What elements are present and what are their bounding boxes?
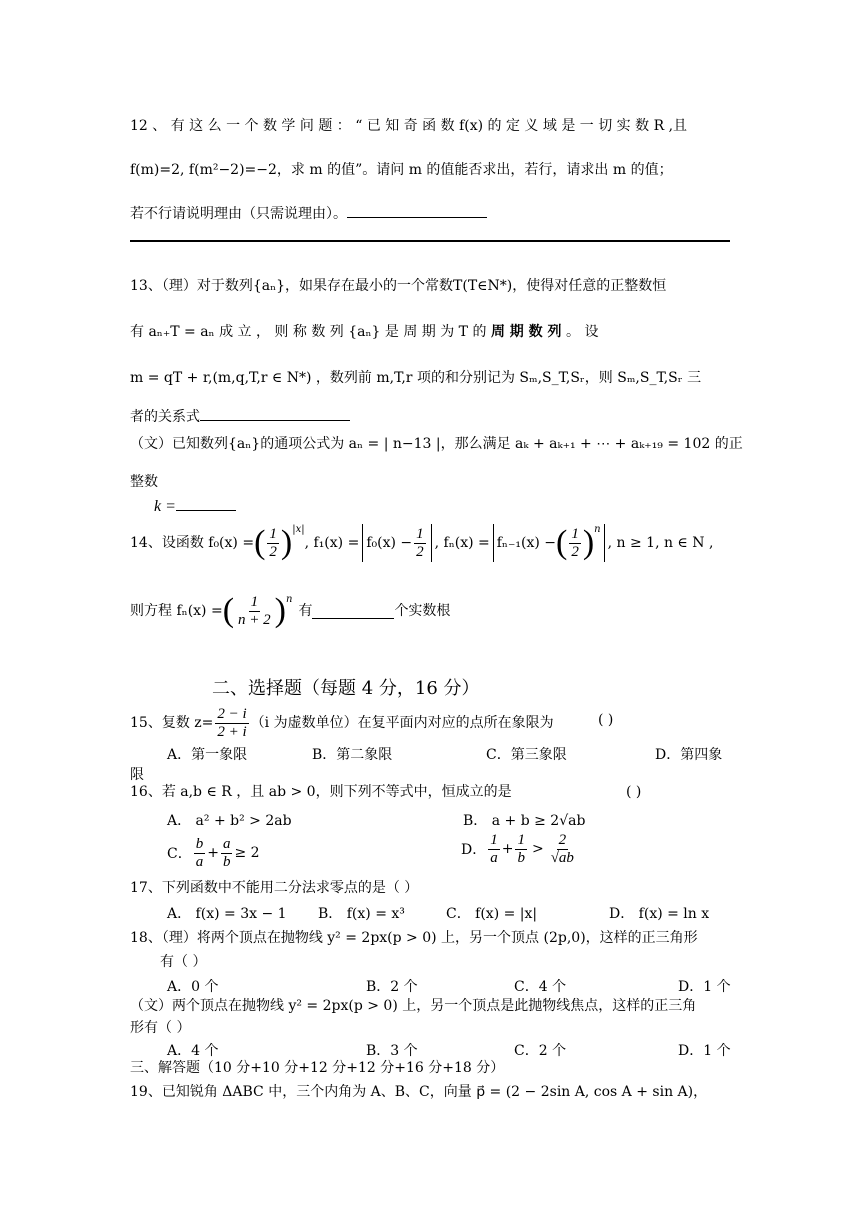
q15-option-d[interactable]: D．第四象 [655,747,723,763]
divider-rule [130,240,730,242]
q13-wen-line1: （文）已知数列{aₙ}的通项公式为 aₙ = | n−13 |，那么满足 aₖ + aₖ₊₁ + ⋯ + aₖ₊₁₉ = 102 的正 [130,436,743,452]
q12-line2: f(m)=2, f(m²−2)=−2，求 m 的值”。请问 m 的值能否求出，若行，请求出 m 的值； [130,162,673,178]
q18-wen-option-c[interactable]: C．2 个 [514,1043,567,1059]
q13-li-line1: 13、（理）对于数列{aₙ}，如果存在最小的一个常数T(T∈N*)，使得对任意的正整数恒 [130,278,667,294]
q12-line3: 若不行请说明理由（只需说理由）。 [130,203,487,223]
q13-wen-answer-blank[interactable] [176,496,236,511]
q18-li-option-c[interactable]: C．4 个 [514,979,567,995]
fraction-1-over-n-plus-2: $\frac{1}{n + 2}$ [238,594,271,628]
fraction-2-minus-i-over-2-plus-i: $\frac{2 - i}{2 + i}$ [217,706,247,740]
q17-stem: 17、下列函数中不能用二分法求零点的是（ ） [130,880,419,896]
q16-answer-paren[interactable]: ( ) [626,784,642,800]
q17-option-c[interactable]: C． f(x) = |x| [446,906,538,922]
q15-option-c[interactable]: C．第三象限 [486,747,567,763]
q15-answer-paren[interactable]: ( ) [598,712,614,728]
q18-li-line1: 18、（理）将两个顶点在抛物线 y² = 2px(p > 0) 上，另一个顶点 (2p,0)，这样的正三角形 [130,930,698,946]
q19-line1: 19、已知锐角 ΔABC 中，三个内角为 A、B、C，向量 p⃗ = (2 − 2sin A, cos A + sin A)， [130,1084,708,1100]
q13-wen-line2: 整数 [130,474,158,490]
q13-li-line4: 者的关系式 [130,406,350,426]
q16-option-b[interactable]: B． a + b ≥ 2√ab [463,813,586,829]
q18-li-option-a[interactable]: A．0 个 [167,979,219,995]
q15-stem: 15、复数 z= $\frac{2 - i}{2 + i}$ （i 为虚数单位）在复平面内对应的点所在象限为 [130,706,554,740]
q18-wen-line2: 形有（ ） [130,1020,191,1036]
section-title-choice: 二、选择题（每题 4 分，16 分） [212,678,480,699]
q18-wen-line1: （文）两个顶点在抛物线 y² = 2px(p > 0) 上，另一个顶点是此抛物线焦点，这样的正三角 [130,998,697,1014]
q12-line1: 12 、 有 这 么 一 个 数 学 问 题 ： “ 已 知 奇 函 数 f(x) 的 定 义 域 是 一 切 实 数 R ,且 [130,118,688,134]
q18-wen-option-b[interactable]: B．3 个 [366,1043,418,1059]
q18-wen-option-a[interactable]: A．4 个 [167,1043,219,1059]
q17-option-b[interactable]: B． f(x) = x³ [318,906,405,922]
q14-line1: 14、设函数 f₀(x) = ( $\frac{1}{2}$ ) $^{|x|}$ , f₁(x) = f₀(x) − $\frac{1}{2}$ , fₙ(x) = fₙ₋₁(x) − ( $\frac{1}{2}$ ) $^n$ , n ≥ 1, n ∈ N , [130,524,714,561]
q16-option-c[interactable]: C． $\frac{b}{a}$ + $\frac{a}{b}$ ≥ 2 [167,836,260,870]
q16-option-d[interactable]: D． $\frac{1}{a}$ + $\frac{1}{b}$ > $\frac{2}{√ab}$ [461,832,574,866]
q12-answer-blank[interactable] [347,203,487,218]
q17-option-d[interactable]: D． f(x) = ln x [609,906,710,922]
q18-li-option-d[interactable]: D．1 个 [678,979,731,995]
q18-li-option-b[interactable]: B．2 个 [366,979,418,995]
q15-option-a[interactable]: A．第一象限 [167,747,248,763]
q16-stem: 16、若 a,b ∈ R ，且 ab > 0，则下列不等式中，恒成立的是 [130,784,512,800]
term-periodic-sequence: 周 期 数 列 [490,324,562,340]
q15-option-b[interactable]: B．第二象限 [312,747,393,763]
q14-line2: 则方程 fₙ(x) = ( $\frac{1}{n + 2}$ ) $^n$ 有 个实数根 [130,592,451,629]
q13-li-answer-blank[interactable] [200,406,350,421]
section-title-solutions: 三、解答题（10 分+10 分+12 分+12 分+16 分+18 分） [130,1060,505,1076]
fraction-one-half: $\frac{1}{2}$ [269,526,277,560]
q16-option-a[interactable]: A． a² + b² > 2ab [167,813,292,829]
q14-answer-blank[interactable] [312,604,394,619]
q17-option-a[interactable]: A． f(x) = 3x − 1 [167,906,287,922]
q18-wen-option-d[interactable]: D．1 个 [678,1043,731,1059]
q13-wen-line3: k = [154,496,236,516]
q13-li-line2: 有 aₙ₊T = aₙ 成 立 ， 则 称 数 列 {aₙ} 是 周 期 为 T 的 周 期 数 列 。 设 [130,324,599,340]
q18-li-line2: 有（ ） [160,954,207,970]
q13-li-line3: m = qT + r,(m,q,T,r ∈ N*) ，数列前 m,T,r 项的和分别记为 Sₘ,S_T,Sᵣ，则 Sₘ,S_T,Sᵣ 三 [130,370,702,386]
q15-option-d-wrap: 限 [130,767,144,783]
